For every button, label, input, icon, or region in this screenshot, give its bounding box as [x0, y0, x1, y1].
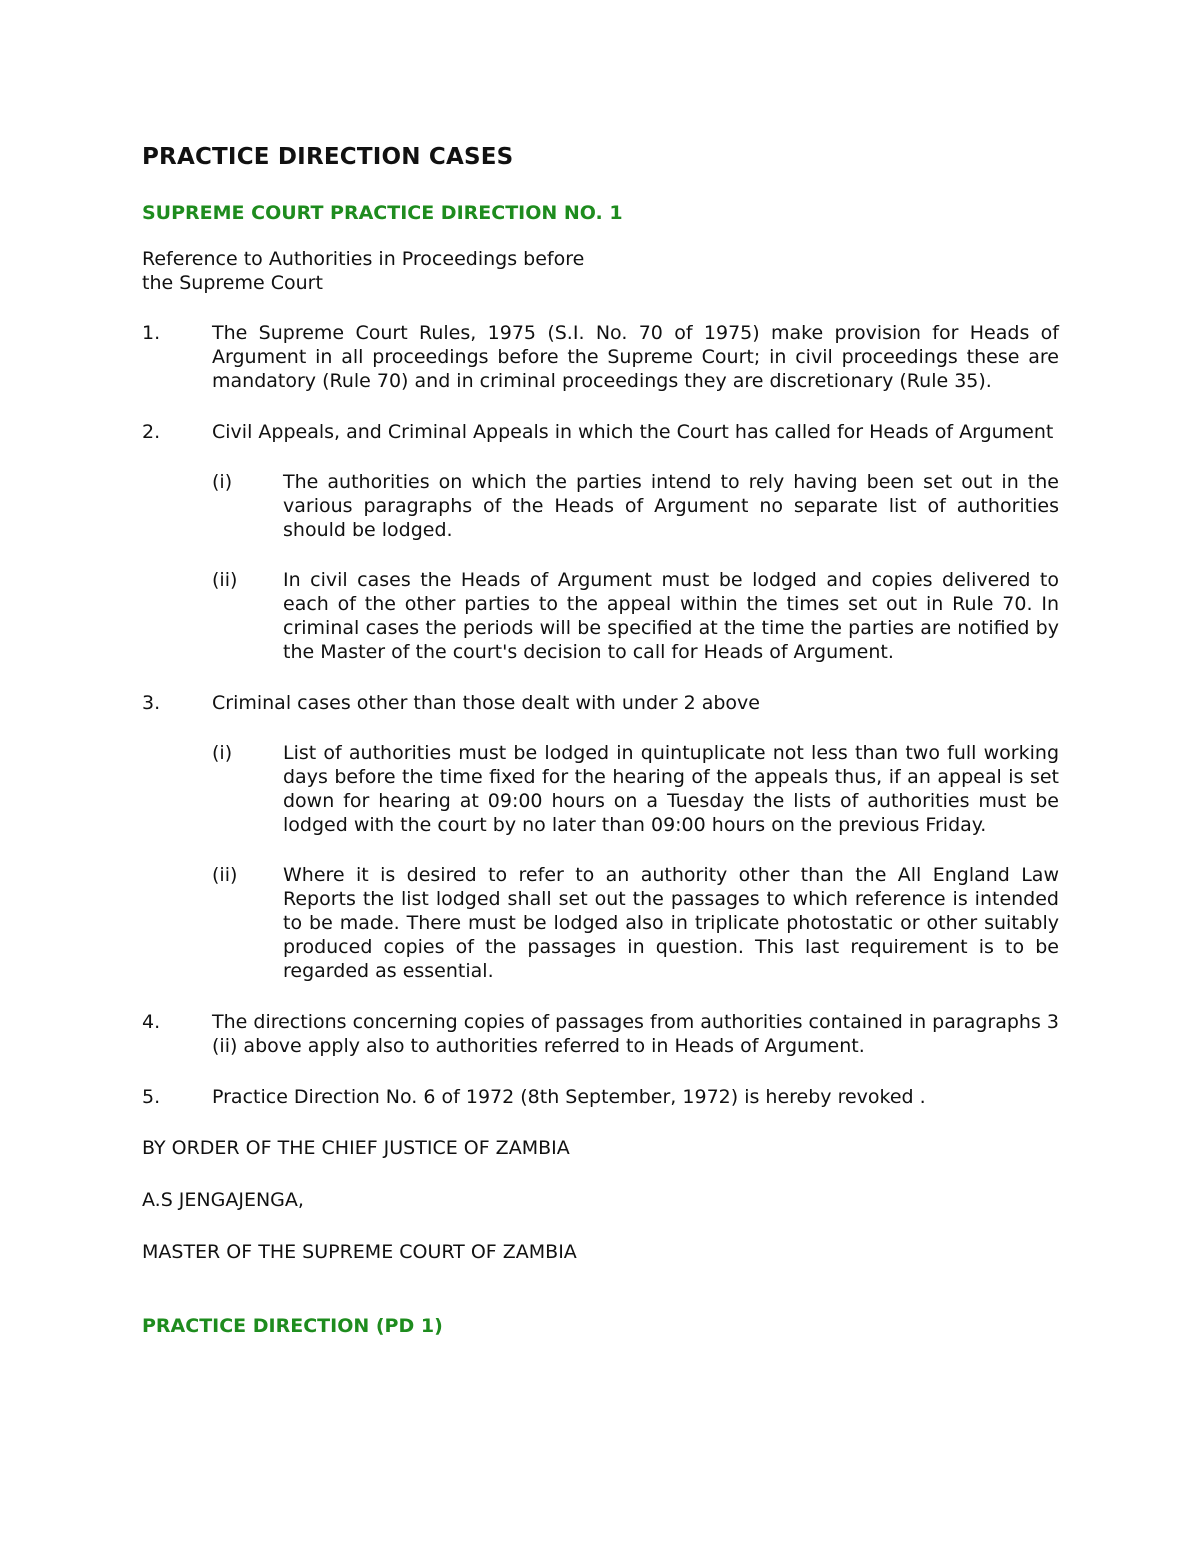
order-line: BY ORDER OF THE CHIEF JUSTICE OF ZAMBIA: [142, 1137, 570, 1159]
sub-paragraph-text: In civil cases the Heads of Argument must be lodged and copies delivered to each of the other parties to the appeal within the times set out in Rule 70. In criminal cases the periods will be specified at the time the parties are notified by the Master of the court's decision to call for Heads of Argument.: [283, 569, 1059, 663]
paragraph-body: [212, 420, 1059, 664]
paragraph-number: 2.: [142, 421, 161, 443]
sub-paragraph-text: List of authorities must be lodged in quintuplicate not less than two full working days before the time fixed for the hearing of the appeals thus, if an appeal is set down for hearing at 09:00 hours on a Tuesday the lists of authorities must be lodged with the court by no later than 09:00 hours on the previous Friday.: [283, 742, 1059, 836]
paragraph-body: [212, 691, 1059, 983]
sub-paragraph-2-ii: [212, 568, 1059, 664]
paragraph-text: Civil Appeals, and Criminal Appeals in which the Court has called for Heads of Argument: [212, 421, 1054, 443]
paragraph-number: 1.: [142, 322, 161, 344]
sub-paragraph-3-i: [212, 741, 1059, 837]
sub-paragraph-number: (i): [212, 742, 233, 764]
section-heading-pd-1: PRACTICE DIRECTION (PD 1): [142, 1315, 443, 1337]
paragraph-text: The directions concerning copies of passages from authorities contained in paragraphs 3 (ii) above apply also to authorities referred to in Heads of Argument.: [212, 1011, 1059, 1057]
paragraph-text: Criminal cases other than those dealt with under 2 above: [212, 692, 760, 714]
signatory-name: A.S JENGAJENGA,: [142, 1189, 304, 1211]
sub-paragraph-number: (i): [212, 471, 233, 493]
subtitle-line: Reference to Authorities in Proceedings before: [142, 248, 585, 270]
signatory-title: MASTER OF THE SUPREME COURT OF ZAMBIA: [142, 1241, 577, 1263]
paragraph-number: 3.: [142, 692, 161, 714]
sub-paragraph-2-i: [212, 470, 1059, 542]
document-body: [142, 143, 1059, 1360]
subtitle-line: the Supreme Court: [142, 272, 323, 294]
paragraph-number: 4.: [142, 1011, 161, 1033]
sub-paragraph-3-ii: [212, 863, 1059, 983]
direction-subtitle: [142, 247, 1059, 295]
numbered-paragraph-1: [142, 321, 1059, 393]
numbered-paragraph-4: [142, 1010, 1059, 1058]
sub-paragraph-number: (ii): [212, 864, 238, 886]
page-title: PRACTICE DIRECTION CASES: [142, 144, 514, 170]
sub-paragraph-text: The authorities on which the parties intend to rely having been set out in the various paragraphs of the Heads of Argument no separate list of authorities should be lodged.: [283, 471, 1059, 541]
numbered-paragraph-5: [142, 1085, 1059, 1109]
paragraph-text: Practice Direction No. 6 of 1972 (8th September, 1972) is hereby revoked .: [212, 1086, 926, 1108]
numbered-paragraph-3: [142, 691, 1059, 983]
numbered-paragraph-2: [142, 420, 1059, 664]
sub-paragraph-text: Where it is desired to refer to an authority other than the All England Law Reports the list lodged shall set out the passages to which reference is intended to be made. There must be lodged also in triplicate photostatic or other suitably produced copies of the passages in question. This last requirement is to be regarded as essential.: [283, 864, 1059, 982]
paragraph-text: The Supreme Court Rules, 1975 (S.I. No. 70 of 1975) make provision for Heads of Argument in all proceedings before the Supreme Court; in civil proceedings these are mandatory (Rule 70) and in criminal proceedings they are discretionary (Rule 35).: [212, 322, 1059, 392]
sub-paragraph-number: (ii): [212, 569, 238, 591]
paragraph-number: 5.: [142, 1086, 161, 1108]
section-heading-practice-direction-1: SUPREME COURT PRACTICE DIRECTION NO. 1: [142, 202, 623, 224]
